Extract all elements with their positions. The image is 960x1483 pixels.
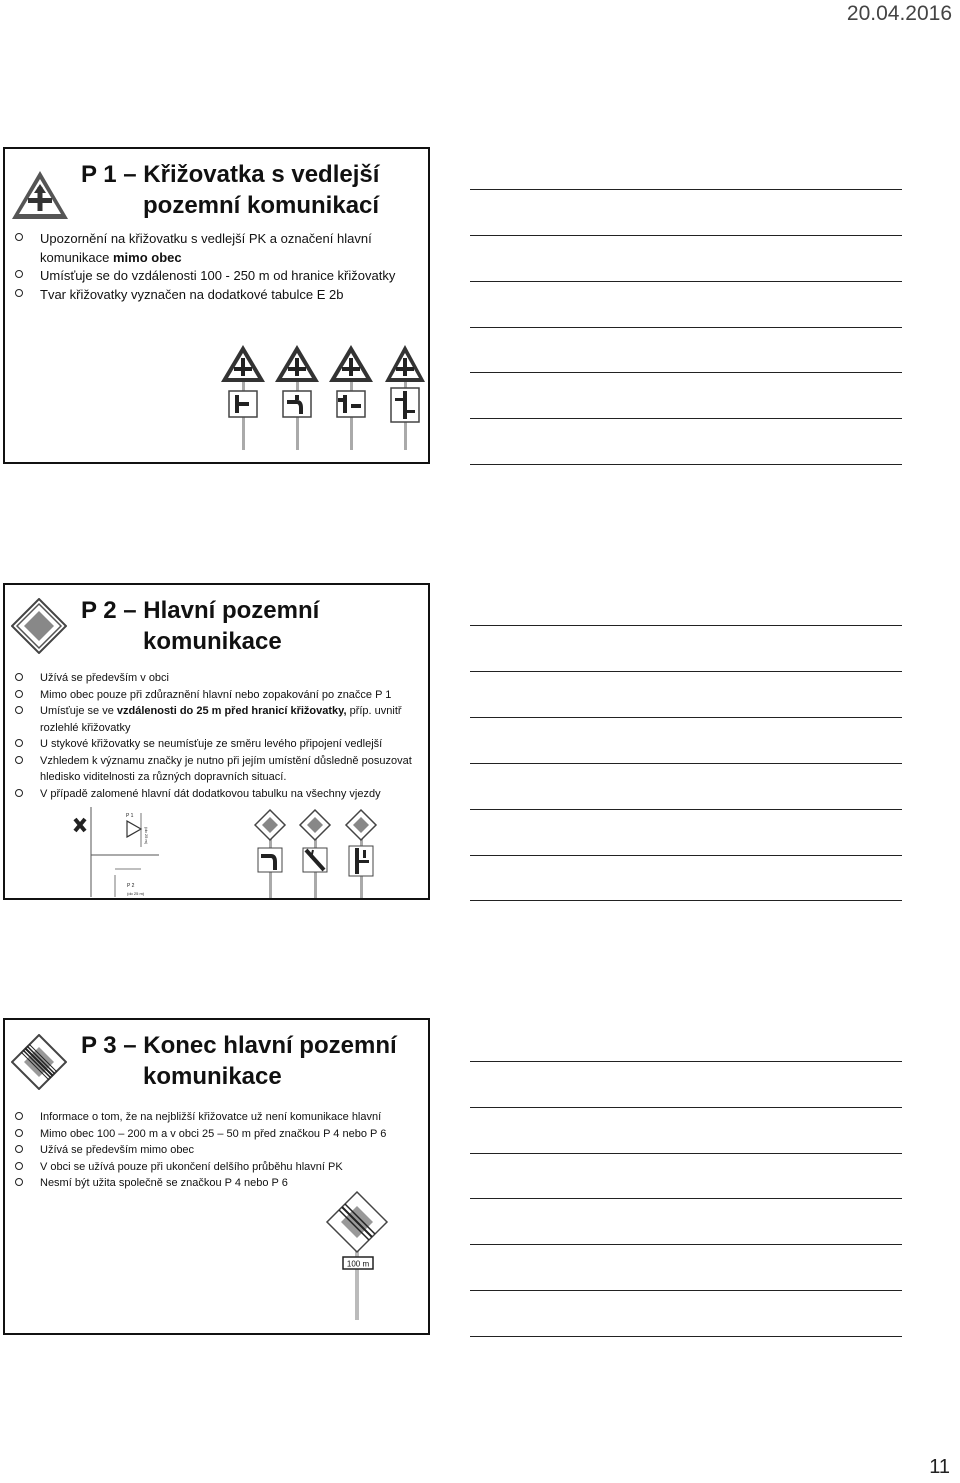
bullet-icon xyxy=(15,690,23,698)
bullet-icon xyxy=(15,1178,23,1186)
diagram-label: (do 25 m) xyxy=(127,891,145,896)
slide-p2 xyxy=(3,583,430,900)
bullet-text: Tvar křižovatky vyznačen na dodatkové tabulce E 2b xyxy=(40,286,344,302)
bullet-icon xyxy=(15,756,23,764)
bullet-text: příp. uvnitř rozlehlé křižovatky xyxy=(40,705,402,734)
diagram-label: (do 25 m) xyxy=(144,827,149,845)
bullet-icon xyxy=(15,289,23,297)
sign-group-1 xyxy=(255,810,285,898)
sign-group-3 xyxy=(346,810,376,898)
bullet-icon xyxy=(15,739,23,747)
slide-title: P 1 – Křižovatka s vedlejší pozemní komunikací xyxy=(81,161,380,219)
bullet-text: Užívá se především v obci xyxy=(40,672,169,684)
bullet-item xyxy=(13,286,420,305)
bullet-list xyxy=(13,670,420,802)
bullet-icon xyxy=(15,673,23,681)
bullet-icon xyxy=(15,1162,23,1170)
diagram-label: P 2 xyxy=(127,883,135,889)
bullet-icon xyxy=(15,789,23,797)
bullet-text: Informace o tom, že na nejbližší křižovatce už není komunikace hlavní xyxy=(40,1111,382,1123)
bullet-text-bold: vzdálenosti do 25 m před hranicí křižovatky, xyxy=(116,705,347,717)
diagram-label: P 1 xyxy=(126,813,134,819)
bullet-item xyxy=(13,230,420,267)
sign-group-2 xyxy=(300,810,330,898)
distance-plate-text: 100 m xyxy=(346,1259,370,1269)
bullet-icon xyxy=(15,270,23,278)
warning-triangle-intersection-icon xyxy=(10,169,70,221)
bullet-list xyxy=(13,1109,420,1192)
bullet-text: V obci se užívá pouze při ukončení delšího průběhu hlavní PK xyxy=(40,1160,343,1173)
bullet-list xyxy=(13,230,420,304)
bullet-text-bold: mimo obec xyxy=(112,249,182,265)
bullet-text: Mimo obec 100 – 200 m a v obci 25 – 50 m před značkou P 4 nebo P 6 xyxy=(40,1127,387,1140)
intersection-layout-diagram xyxy=(71,807,183,897)
priority-road-signs-illustration xyxy=(245,808,385,898)
slide-title: P 3 – Konec hlavní pozemní komunikace xyxy=(81,1032,397,1090)
slide-p3 xyxy=(3,1018,430,1335)
bullet-text: Užívá se především mimo obec xyxy=(40,1144,195,1156)
bullet-item xyxy=(13,786,420,803)
bullet-text: U stykové křižovatky se neumísťuje ze směru levého připojení vedlejší xyxy=(40,738,383,750)
sign-group-1 xyxy=(221,345,265,450)
page-date: 20.04.2016 xyxy=(846,2,952,25)
bullet-text: Mimo obec pouze při zdůraznění hlavní nebo zopakování po značce P 1 xyxy=(40,688,392,701)
slide-title: P 2 – Hlavní pozemní komunikace xyxy=(81,597,320,655)
slide-p1 xyxy=(3,147,430,464)
bullet-icon xyxy=(15,233,23,241)
bullet-text: Nesmí být užita společně se značkou P 4 nebo P 6 xyxy=(40,1177,288,1189)
bullet-text: Vzhledem k významu značky je nutno při jejím umístění důsledně posuzovat hledisko viditelnosti za různých dopravních situací. xyxy=(40,754,412,783)
sign-group-2 xyxy=(275,345,319,450)
bullet-text: Upozornění na křižovatku s vedlejší PK a označení hlavní komunikace xyxy=(40,231,372,265)
bullet-item xyxy=(13,1159,420,1176)
bullet-icon xyxy=(15,1112,23,1120)
bullet-text: Umísťuje se ve xyxy=(40,705,117,717)
bullet-icon xyxy=(15,1145,23,1153)
bullet-item xyxy=(13,753,420,786)
end-of-priority-road-icon xyxy=(11,1034,67,1090)
sign-group-4 xyxy=(385,345,425,450)
page-number: 11 xyxy=(929,1456,950,1478)
intersection-signs-illustration xyxy=(215,342,425,450)
bullet-item xyxy=(13,1126,420,1143)
bullet-item xyxy=(13,267,420,286)
bullet-icon xyxy=(15,706,23,714)
bullet-item xyxy=(13,687,420,704)
end-priority-road-sign-illustration xyxy=(323,1190,391,1320)
bullet-item xyxy=(13,736,420,753)
priority-road-diamond-icon xyxy=(11,598,67,654)
bullet-item xyxy=(13,1142,420,1159)
sign-group-3 xyxy=(329,345,373,450)
bullet-item xyxy=(13,670,420,687)
bullet-item xyxy=(13,1109,420,1126)
bullet-item xyxy=(13,703,420,736)
bullet-icon xyxy=(15,1129,23,1137)
bullet-text: V případě zalomené hlavní dát dodatkovou tabulku na všechny vjezdy xyxy=(40,787,381,800)
bullet-text: Umísťuje se do vzdálenosti 100 - 250 m od hranice křižovatky xyxy=(40,268,396,283)
